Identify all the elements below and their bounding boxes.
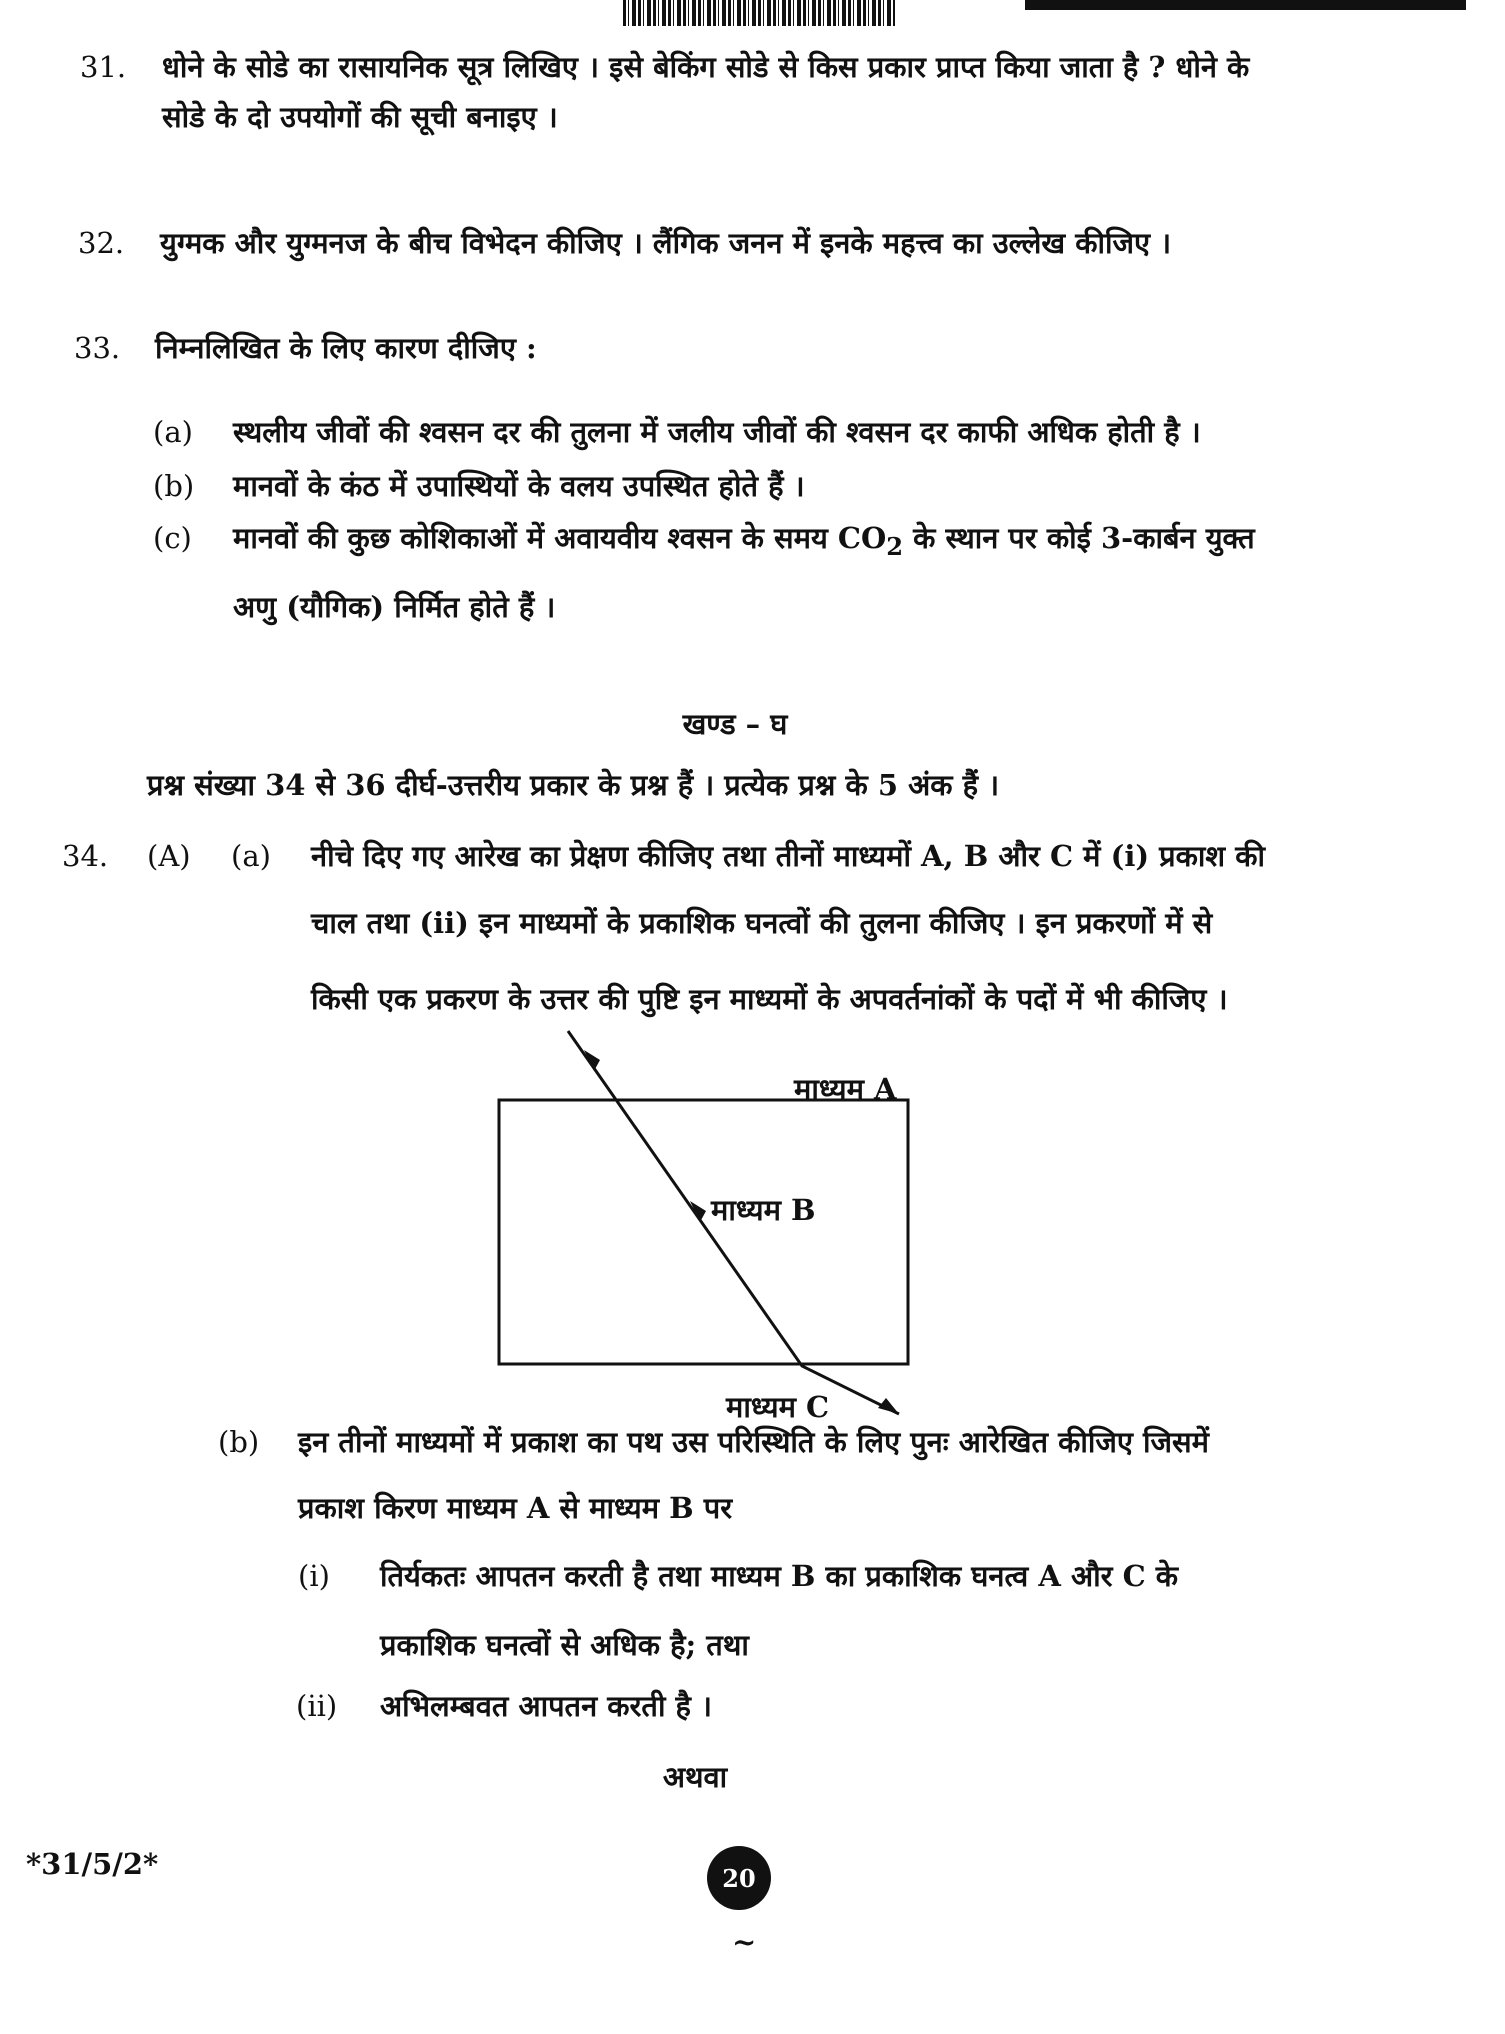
label-medium-b: माध्यम B xyxy=(711,1193,816,1227)
question-text: तिर्यकतः आपतन करती है तथा माध्यम B का प्रकाशिक घनत्व A और C के xyxy=(380,1559,1179,1593)
text-part: मानवों की कुछ कोशिकाओं में अवायवीय श्वसन के समय CO xyxy=(233,521,887,555)
question-text: प्रकाशिक घनत्वों से अधिक है; तथा xyxy=(380,1628,749,1662)
sub-label: (b) xyxy=(153,469,195,503)
section-title: खण्ड – घ xyxy=(682,707,788,741)
question-text: धोने के सोडे का रासायनिक सूत्र लिखिए । इसे बेकिंग सोडे से किस प्रकार प्राप्त किया जाता है ? धोने के xyxy=(162,50,1250,84)
question-number: 31. xyxy=(80,50,127,84)
label-medium-a: माध्यम A xyxy=(794,1072,897,1106)
question-number: 32. xyxy=(78,226,125,260)
question-text: इन तीनों माध्यमों में प्रकाश का पथ उस परिस्थिति के लिए पुनः आरेखित कीजिए जिसमें xyxy=(298,1425,1210,1459)
sub-label: (c) xyxy=(153,521,192,555)
question-text: सोडे के दो उपयोगों की सूची बनाइए । xyxy=(162,100,558,134)
question-text: अभिलम्बवत आपतन करती है । xyxy=(380,1689,713,1723)
question-text: युग्मक और युग्मनज के बीच विभेदन कीजिए । लैंगिक जनन में इनके महत्त्व का उल्लेख कीजिए । xyxy=(160,226,1172,260)
medium-b-block xyxy=(499,1100,908,1364)
page-number: 20 xyxy=(707,1846,771,1910)
or-divider: अथवा xyxy=(662,1760,728,1794)
question-text: नीचे दिए गए आरेख का प्रेक्षण कीजिए तथा तीनों माध्यमों A, B और C में (i) प्रकाश की xyxy=(311,839,1266,873)
question-text: चाल तथा (ii) इन माध्यमों के प्रकाशिक घनत्वों की तुलना कीजिए । इन प्रकरणों में से xyxy=(311,906,1213,940)
sub-label: (a) xyxy=(153,415,193,449)
arrow-icon xyxy=(878,1398,899,1414)
sub-question-text: अणु (यौगिक) निर्मित होते हैं । xyxy=(233,590,556,624)
label-medium-c: माध्यम C xyxy=(726,1390,830,1424)
question-text: किसी एक प्रकरण के उत्तर की पुष्टि इन माध्यमों के अपवर्तनांकों के पदों में भी कीजिए । xyxy=(311,982,1228,1016)
part-label: (A) xyxy=(147,839,191,873)
text-part: के स्थान पर कोई 3-कार्बन युक्त xyxy=(903,521,1255,555)
footer-mark: ~ xyxy=(732,1925,757,1959)
section-instruction: प्रश्न संख्या 34 से 36 दीर्घ-उत्तरीय प्रकार के प्रश्न हैं । प्रत्येक प्रश्न के 5 अंक हैं । xyxy=(147,768,1000,802)
question-text: प्रकाश किरण माध्यम A से माध्यम B पर xyxy=(298,1491,733,1525)
sub-label: (ii) xyxy=(296,1689,338,1723)
question-number: 33. xyxy=(74,331,121,365)
question-number: 34. xyxy=(62,839,109,873)
question-text: निम्नलिखित के लिए कारण दीजिए : xyxy=(155,331,537,365)
sub-label: (a) xyxy=(231,839,271,873)
subscript: 2 xyxy=(886,531,904,561)
sub-label: (b) xyxy=(218,1425,260,1459)
sub-label: (i) xyxy=(298,1559,330,1593)
sub-question-text: मानवों के कंठ में उपास्थियों के वलय उपस्थित होते हैं । xyxy=(233,469,805,503)
sub-question-text: स्थलीय जीवों की श्वसन दर की तुलना में जलीय जीवों की श्वसन दर काफी अधिक होती है । xyxy=(233,415,1201,449)
paper-code: *31/5/2* xyxy=(26,1847,159,1881)
